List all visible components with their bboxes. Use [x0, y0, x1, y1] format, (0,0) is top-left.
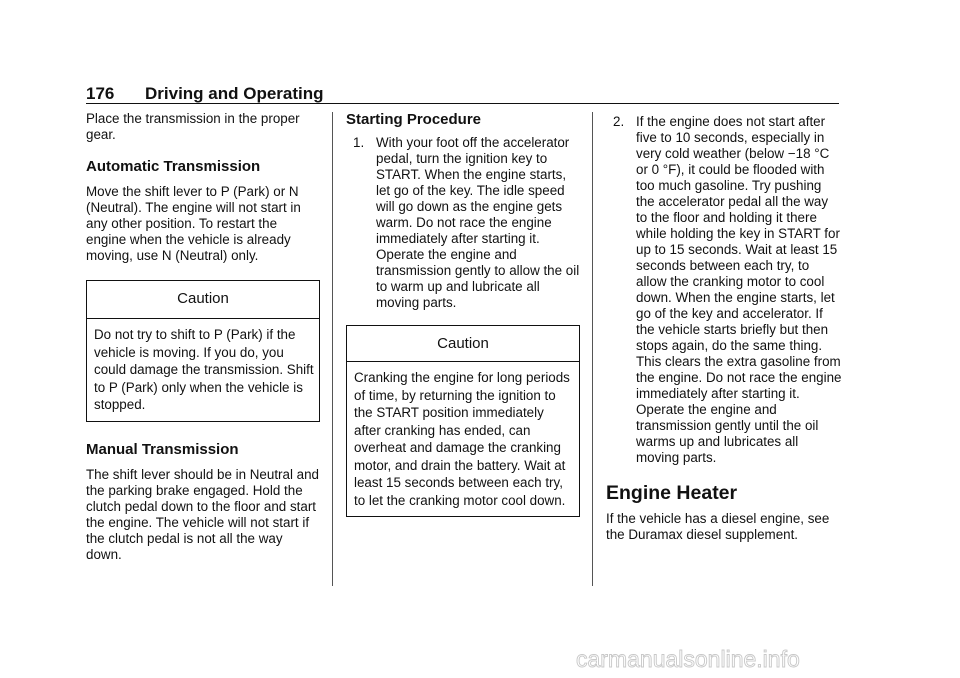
engine-heater-heading: Engine Heater [606, 482, 738, 504]
steps-list-continued [606, 114, 842, 466]
column-divider-1 [332, 112, 333, 586]
column-3 [606, 111, 842, 543]
caution-box-transmission [86, 280, 320, 422]
caution-title: Caution [87, 281, 319, 319]
column-2 [346, 111, 580, 517]
steps-list [346, 135, 580, 311]
step-number: 2. [613, 114, 625, 129]
step-number: 1. [353, 135, 365, 150]
header-rule [86, 103, 839, 104]
caution-text: Cranking the engine for long periods of time, by returning the ignition to the START position immediately after cranking has ended, can overheat and damage the cranking motor, and drain the battery. Wait at least 15 seconds between each try, to let the cranking motor cool down. [354, 370, 570, 508]
starting-procedure-heading: Starting Procedure [346, 111, 482, 128]
section-title: Driving and Operating [145, 84, 324, 103]
watermark [570, 644, 955, 676]
list-item [346, 135, 580, 311]
caution-box-cranking [346, 325, 580, 517]
column-1 [86, 111, 320, 563]
manual-transmission-heading: Manual Transmission [86, 440, 239, 458]
step-text: If the engine does not start after five to 10 seconds, especially in very cold weather (below −18 °C or 0 °F), it could be flooded with too much gasoline. Try pushing the accelerator pedal all the way to the floor and holding it there while holding the key in START for up to 15 seconds. Wait at least 15 seconds between each try, to allow the cranking motor to cool down. When the engine starts, let go of the key and accelerator. If the vehicle starts briefly but then stops again, do the same thing. This clears the extra gasoline from the engine. Do not race the engine immediately after starting it. Operate the engine and transmission gently until the oil warms up and lubricates all moving parts. [636, 114, 842, 465]
intro-text: Place the transmission in the proper gear. [86, 111, 300, 142]
column-divider-2 [592, 112, 593, 586]
automatic-transmission-text: Move the shift lever to P (Park) or N (Neutral). The engine will not start in any other position. To restart the engine when the vehicle is already moving, use N (Neutral) only. [86, 184, 301, 263]
engine-heater-text: If the vehicle has a diesel engine, see the Duramax diesel supplement. [606, 511, 830, 542]
step-text: With your foot off the accelerator pedal, turn the ignition key to START. When the engine starts, let go of the key. The idle speed will go down as the engine gets warm. Do not race the engine immediately after starting it. Operate the engine and transmission gently to allow the oil to warm up and lubricate all moving parts. [376, 135, 580, 310]
automatic-transmission-heading: Automatic Transmission [86, 158, 261, 175]
list-item [606, 114, 842, 466]
caution-text: Do not try to shift to P (Park) if the vehicle is moving. If you do, you could damage the transmission. Shift to P (Park) only when the vehicle is stopped. [94, 327, 314, 412]
page-header [86, 84, 838, 104]
page-number: 176 [86, 84, 115, 103]
manual-transmission-text: The shift lever should be in Neutral and the parking brake engaged. Hold the clutch pedal down to the floor and start the engine. The vehicle will not start if the clutch pedal is not all the way down. [86, 466, 319, 562]
caution-title: Caution [347, 326, 579, 362]
watermark-text: carmanualsonline.info [576, 646, 800, 672]
